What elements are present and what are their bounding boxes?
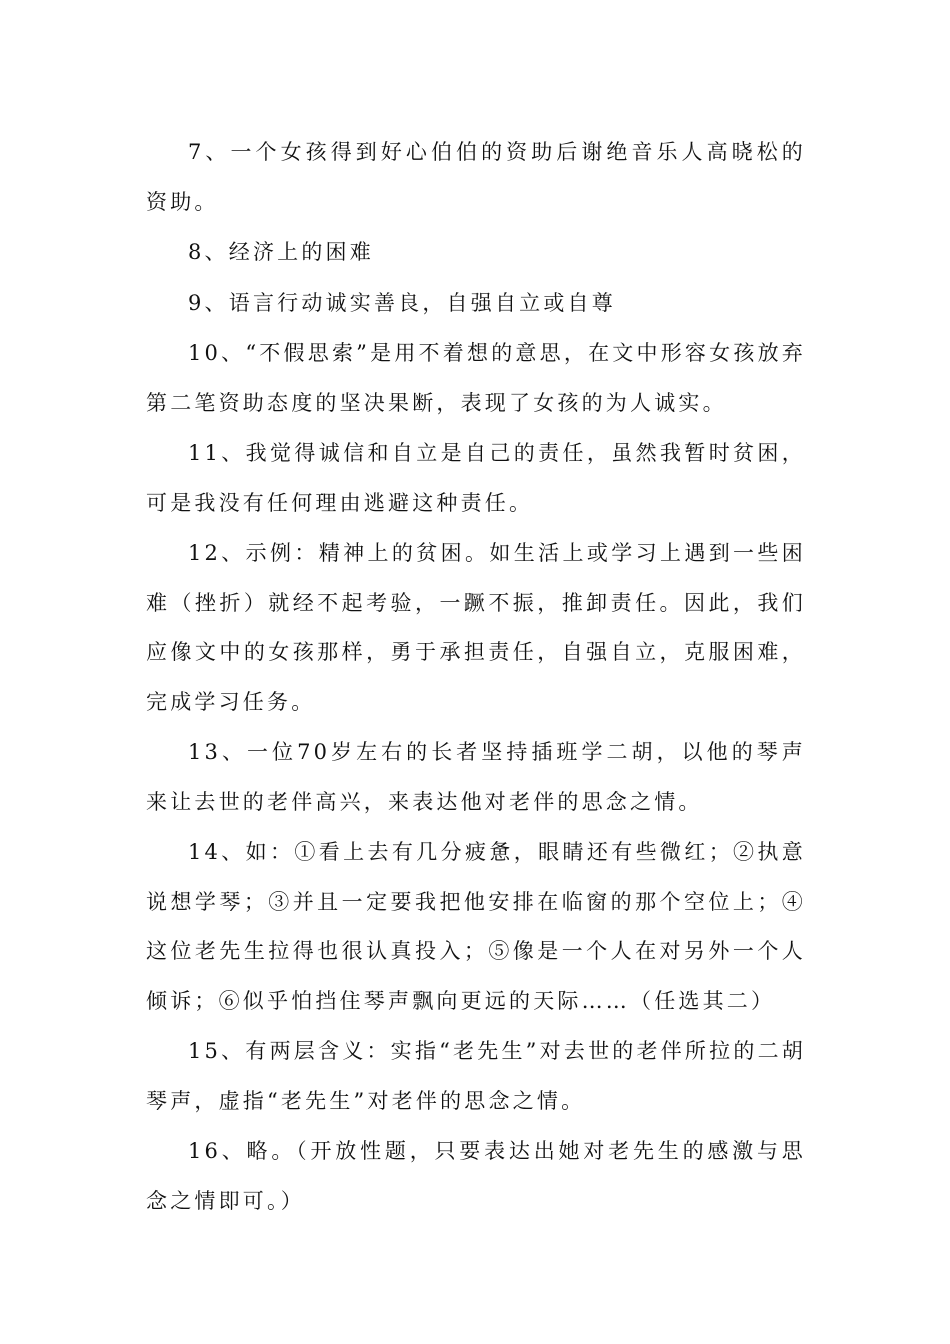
answer-14: 14、如：①看上去有几分疲惫，眼睛还有些微红；②执意说想学琴；③并且一定要我把他安排在临窗的那个空位上；④这位老先生拉得也很认真投入；⑤像是一个人在对另外一个人倾诉；⑥似乎怕挡住琴声飘向更远的天际……（任选其二） [146, 840, 806, 1013]
answer-8: 8、经济上的困难 [188, 240, 374, 264]
answer-10: 10、“不假思索”是用不着想的意思，在文中形容女孩放弃第二笔资助态度的坚决果断，表现了女孩的为人诚实。 [146, 341, 806, 415]
answer-7: 7、一个女孩得到好心伯伯的资助后谢绝音乐人高晓松的资助。 [146, 140, 806, 214]
answer-13: 13、一位70岁左右的长者坚持插班学二胡，以他的琴声来让去世的老伴高兴，来表达他对老伴的思念之情。 [146, 740, 806, 814]
answer-11: 11、我觉得诚信和自立是自己的责任，虽然我暂时贫困，可是我没有任何理由逃避这种责任。 [146, 441, 806, 515]
answer-list [146, 128, 806, 1227]
answer-16: 16、略。（开放性题，只要表达出她对老先生的感激与思念之情即可。） [146, 1139, 806, 1213]
answer-12: 12、示例：精神上的贫困。如生活上或学习上遇到一些困难（挫折）就经不起考验，一蹶不振，推卸责任。因此，我们应像文中的女孩那样，勇于承担责任，自强自立，克服困难，完成学习任务。 [146, 541, 806, 714]
answer-9: 9、语言行动诚实善良，自强自立或自尊 [188, 290, 616, 315]
answer-15: 15、有两层含义：实指“老先生”对去世的老伴所拉的二胡琴声，虚指“老先生”对老伴的思念之情。 [146, 1039, 806, 1113]
